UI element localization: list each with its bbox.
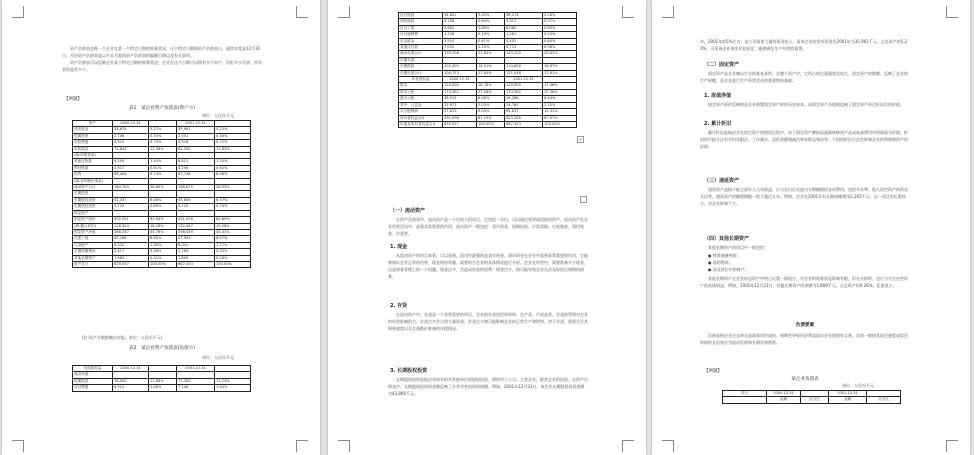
table-cell: 6,085 [505,25,543,31]
table-cell: 108,753 [443,70,477,76]
table-cell: 57,819 [443,109,477,115]
table-cell: 4,918 [177,140,215,146]
table-cell: 76,000 [113,378,149,384]
table-cell: 0.80% [149,204,177,210]
table-cell: 货币资金 [73,127,113,133]
table-cell: 402,551 [113,217,149,223]
table-cell: 1.08% [149,385,177,391]
table-cell: 0.62% [215,165,251,171]
table-cell: 盈余公积 [399,96,443,102]
table-cell: 100.00% [215,261,251,267]
table-cell: 4,256 [177,165,215,171]
crop-mark [946,6,958,18]
table-cell: (减:坏账准备) [73,153,113,159]
table-header-cell: 所有者权益 [399,77,443,83]
table-cell: 3,917 [505,19,543,25]
table-header-cell: 百分比 [867,397,901,403]
table-cell: 资产总计 [73,261,113,267]
table-cell: 0.64% [543,38,577,44]
table-cell: 9.04% [477,109,505,115]
table-cell: 1.04% [215,385,251,391]
table-cell: 0.26% [215,255,251,261]
section-heading: 3. 长期股权投资 [390,368,428,374]
table2-unit: 单位：人民币千元 [202,355,234,360]
table-cell: 0.75% [149,140,177,146]
crop-mark [946,440,958,452]
center-title: 负债要素 [795,323,815,328]
table-header-cell: 2001.12.31 [505,77,543,83]
table-cell: 17.00% [477,70,505,76]
table-cell: 8,325 [113,242,149,248]
table-cell: 长期债权投资 [73,204,113,210]
table-cell: 38,915 [443,96,477,102]
table-cell: 6.37% [215,197,251,203]
crop-mark [662,440,674,452]
table-cell: 20.82% [543,51,577,57]
table-cell: 0.74% [215,204,251,210]
crop-mark [296,440,308,452]
table-header-cell: 2001.12.31 [177,121,215,127]
table-cell: 1,281 [505,32,543,38]
table1-note: (注:资产方数据摘自年报，单位：人民币千元) [82,335,163,340]
table-cell: 0.89% [543,25,577,31]
table-cell: 2,106 [113,133,149,139]
crop-mark [12,6,24,18]
table-cell: 62.94% [149,217,177,223]
table-cell: 0.61% [477,38,505,44]
table-cell: 18.76% [477,83,505,89]
table-unit: 单位：人民币千元 [842,383,874,388]
table-cell: 77,300 [177,378,215,384]
table-cell: 639,557 [443,121,477,127]
table-cell: 股本 [399,83,443,89]
crop-mark [12,440,24,452]
example-tag: 【例题】 [704,369,722,374]
center-body: 负债是指企业过去的交易或事项形成的、预期会导致经济利益流出企业的现时义务，负债一般按其偿还速度或偿还时间的长短划分为流动负债和长期负债两类。 [700,333,908,345]
table-cell: (减:累计折旧) [73,223,113,229]
table-cell: 35,961 [177,127,215,133]
table-cell: 1.25% [215,159,251,165]
table-cell: 174,362 [443,89,477,95]
intro-paragraph: 资产负债表也称一个企业在某一个特定日期的财务状况，这个特定日期即资产负债表日，通常年度是12月31日，月份资产负债表是以月末为准的资产负债表的编制日期以及有关事项。 资产负债表可以反映企业某个特定日期的财务状况，企业在这个日期可以拥有多少资产、负担多少负债，所有者权益有多少。 [62,46,262,72]
continued-paragraph: 年，2001年的5%左右，某公司需要大量的资金投入，而该企业的货币资金在2001年为35,961千元，占总资产的5.23%，可见该企业现金比较充足，能够满足生产经营的需要。 [700,39,908,51]
table-cell: 120,000 [505,83,543,89]
table-header-row [723,397,901,403]
section-body: 在流动资产中，存货是一个非常重要的项目，企业的存货包括原材料、在产品、产成品等。存货的管理对企业的经营影响很大，存货过多会占用大量资金，存货过少则可能影响企业的正常生产和销售。对于存货，需要关注其周转速度以及存货跌价准备的计提情况。 [388,312,588,331]
table-header-cell [723,397,767,403]
table-cell: 流动负债合计 [399,51,443,57]
document-page-3 [652,0,970,455]
section-heading: （三）递延资产 [704,178,740,184]
table-cell: 14,762 [505,102,543,108]
table-cell: 0.72% [215,140,251,146]
balance-sheet-assets-table [72,120,251,268]
table-cell: 2,265 [177,249,215,255]
table-cell: 27.26% [477,89,505,95]
table-cell: 5.27% [149,127,177,133]
section-body: 在资产负债表中，流动资产是一个比较大的项目，它包括一年内，可以通过变现或消耗的资产。流动资产在企业经营活动中，起着非常重要的作用，流动资产一般包括：货币资金、短期投资、应收票据、应收账款、预付账款、存货等。 [388,217,588,236]
table-cell: 423,285 [505,115,543,121]
table-cell: 在建工程 [73,236,113,242]
table-cell: 12,972 [443,102,477,108]
table-cell: 长期待摊费用 [73,249,113,255]
table-cell: 0.33% [149,133,177,139]
table-cell: 固定资产原价 [73,217,113,223]
table-cell: 120,000 [443,83,477,89]
document-page-1 [2,0,320,455]
table-cell: 18.18% [149,223,177,229]
table-cell: 43.41% [215,229,251,235]
table-cell: 5,662 [443,25,477,31]
table-cell: 44,286 [505,96,543,102]
table-cell: 61.57% [543,115,577,121]
table-cell: 2,051 [177,133,215,139]
table-cell: 固定资产净值 [73,229,113,235]
table-cell: 短期投资 [73,133,113,139]
example-tag: 【例题】 [64,97,82,102]
table-cell: 5.28% [543,13,577,19]
table2-caption: 表2 某企业资产负债表(负债方) [128,346,196,351]
table-cell: 长期投资 [73,191,113,197]
balance-sheet-liabilities-continued-table [398,12,577,128]
table-cell: 8,611 [177,159,215,165]
table-cell: 3,917 [113,165,149,171]
table-cell: 2,417 [113,249,149,255]
table-cell: 431,026 [177,217,215,223]
section-body: 递延资产是指不能全部计入当年损益，应当在以后年度内分期摊销的各项费用，包括开办费、租入固定资产的改良支出等，递延资产的摊销期限一般不超过五年。例如，企业在2001年有长期待摊费用2,265千元，这一项目的比重较小，对企业影响不大。 [700,187,908,206]
table-cell: 应付福利费 [399,32,443,38]
table-cell: 25.36% [543,89,577,95]
liabilities-table [722,390,901,404]
table-cell: 0.61% [149,165,177,171]
table-cell: 长期负债 [399,57,443,63]
table-cell: 11.24% [215,378,251,384]
crop-mark [338,440,350,452]
table-cell: 应付工资 [399,25,443,31]
table-cell: 11.83% [215,146,251,152]
table-cell: 4,812 [113,140,149,146]
table-cell: 0.57% [543,19,577,25]
table-cell: 286,247 [113,229,149,235]
table-cell: 43,806 [177,197,215,203]
table-cell: 9,204 [113,159,149,165]
table-cell: 687,453 [505,121,543,127]
table-header-cell: 百分比 [801,397,829,403]
table-cell: 3,914 [443,38,477,44]
table-cell: 0.30% [215,133,251,139]
table-cell: 132,587 [177,223,215,229]
table-cell: (减:存货跌价准备) [73,178,113,184]
table-cell: 1.30% [149,242,177,248]
table-cell: 5.45% [477,13,505,19]
bullet-item: ● 冻结物资； [708,260,733,265]
table-cell: 8.98% [215,172,251,178]
table-caption: 某企业负债表 [791,377,819,382]
table1-caption: 表1 某企业资产负债表(资产方) [128,106,196,111]
table-cell: 2.15% [543,102,577,108]
table-row [73,385,251,391]
table-cell: 资本公积 [399,89,443,95]
section-heading: （四）其他长期资产 [704,236,750,242]
section-body: 固定资产原价反映的是企业购置固定资产时的历史成本，而固定资产净值则反映了固定资产经过折旧后的价值。 [708,102,904,107]
table-cell: 5,120 [177,204,215,210]
table-cell: 198,875 [177,185,215,191]
table-cell: 1.17% [215,242,251,248]
table-cell: 174,362 [505,89,543,95]
table-header-cell: 负债和权益 [73,366,113,372]
section-body: 其他长期资产在企业的总资产中所占比重一般较小，对企业的财务状况影响有限，但在分析时，也应当关注这些资产的具体情况，例如，2001年12月31日，其他长期资产的余额为1,809千元，占总资产的0.26%，比重很小。 [700,276,908,288]
table-cell: 12.31% [543,109,577,115]
crop-mark [296,6,308,18]
table-cell: 无形资产 [73,242,113,248]
table-cell: 1,228 [443,32,477,38]
table-cell: 0.38% [149,249,177,255]
table-row [73,261,251,267]
table-cell: 其他应付款 [399,45,443,51]
table-cell: 28.89% [149,185,177,191]
table-cell: 6.08% [477,96,505,102]
table-header-cell: 项目 [723,391,767,397]
table-cell: 长期借款 [399,64,443,70]
table-cell: 长期负债合计 [399,70,443,76]
table-cell: 固定资产 [73,210,113,216]
table-cell: 6.44% [543,96,577,102]
table-cell: 34,851 [443,13,477,19]
table-cell: 139,708 [443,51,477,57]
bullet-item: ● 涉及诉讼中的财产。 [708,267,749,272]
table-cell: 0.89% [477,25,505,31]
table-cell: 116,304 [113,223,149,229]
table-cell: 1.44% [149,159,177,165]
table-cell: 未分配利润 [399,109,443,115]
section-heading: 1. 原值净值 [704,93,732,99]
table-cell: 11.36% [149,146,177,152]
table-cell: 102,400 [443,64,477,70]
table-cell: 其他长期资产 [73,255,113,261]
section-body: 从流动资产的项目来看，可以看到，流动性最强的是货币资金，货币资金在企业中起到非常重要的作用，它能够保证企业正常的经营。现金的持有量，需要结合企业的具体情况进行分析。企业在经营中，需要准备多少现金，这是财务管理上的一个问题。现金过多，会造成资金的浪费；现金过少，则可能导致企业无法及时偿还到期的债务。 [388,253,588,279]
bullet-list [708,252,908,273]
section-body: 固定资产是企业赖以生存的基本条件，在整个资产中，它所占的比重通常比较大，固定资产的数额，反映了企业的生产规模，是企业进行生产经营活动的重要物质基础。 [700,71,908,83]
section-heading: 2. 累计折旧 [704,121,732,127]
crop-mark [622,6,634,18]
table-cell: 17.46% [543,83,577,89]
table-cell: 47,903 [177,236,215,242]
table-cell: 41,337 [113,197,149,203]
table-cell: 639,557 [113,261,149,267]
table-cell: 8,041 [177,242,215,248]
table-move-handle[interactable]: + [578,137,583,142]
table-cell: 7,035 [443,45,477,51]
table-cell: 应交税金 [399,38,443,44]
balance-sheet-liabilities-table [72,365,251,392]
table-cell: 2.03% [477,102,505,108]
table1-unit: 单位：人民币千元 [202,113,234,118]
table-cell: 存货 [73,172,113,178]
table-cell: 流动资产合计 [73,185,113,191]
table-cell: 33,675 [113,127,149,133]
table-cell: 81,340 [177,146,215,152]
section-body: 累计折旧是指企业在固定资产的使用过程中，由于固定资产磨损而逐渐转移到产品成本或费用中的那部分价值，折旧的计提方法有平均年限法、工作量法、双倍余额递减法和年数总和法等，不同的折旧方法会影响企业的利润和资产的价值。 [700,130,908,149]
table-header-cell: 2001.12.31 [829,391,867,397]
table-cell: 6.60% [149,236,177,242]
table-cell: 0.31% [149,255,177,261]
table-cell: 应收票据 [73,140,113,146]
table-cell: 短期借款 [73,378,113,384]
table-cell: 21.84% [477,51,505,57]
table-cell: 其中：公益金 [399,102,443,108]
table-header-cell: 资产 [73,121,113,127]
table-cell: 42,186 [113,236,149,242]
table-cell: 298,439 [177,229,215,235]
table-cell: 长期股权投资 [73,197,113,203]
section-heading: （一）流动资产 [390,208,426,214]
table-cell: 4,402 [505,38,543,44]
table-header-cell: 金额 [829,397,867,403]
table-cell: 预付账款 [73,165,113,171]
section-body: 其他长期资产的项目中一般包括： [708,245,768,250]
table-header-cell: 金额 [767,397,801,403]
table-cell: 其他应收款 [73,159,113,165]
table-cell: 58,406 [113,172,149,178]
table-cell: 687,453 [177,261,215,267]
table-cell: 11.88% [149,378,177,384]
table-cell: 1,809 [177,255,215,261]
table-cell: 流动负债 [73,372,113,378]
table-header-cell: 2000.12.31 [113,121,149,127]
table-cell: 61.15% [477,115,505,121]
table-cell: 应收账款 [73,146,113,152]
table-cell: 100.00% [149,261,177,267]
table-cell: 391,096 [443,115,477,121]
table-cell: 16.01% [477,64,505,70]
table-cell: 6,912 [113,385,149,391]
table-cell: 28.93% [215,185,251,191]
table-cell: 114,600 [505,64,543,70]
table-cell: 6,713 [505,45,543,51]
table-cell: 0.64% [477,19,505,25]
table-cell: 72,643 [113,146,149,152]
table-cell: 应付票据 [73,385,113,391]
table-cell: 4,106 [443,19,477,25]
section-heading: 2. 存货 [390,303,408,309]
table-cell: 5,120 [113,204,149,210]
table-cell: 0.19% [543,32,577,38]
table-cell: 应付账款 [399,13,443,19]
table-cell: 100.00% [477,121,505,127]
table-cell: 6.97% [215,236,251,242]
table-cell: 121,048 [505,70,543,76]
section-heading: 1. 现金 [390,244,408,250]
table-cell: 负债及所有者权益合计 [399,121,443,127]
table-cell: 62.69% [215,217,251,223]
table-cell: 0.98% [543,45,577,51]
table-resize-handle[interactable] [580,196,587,203]
table-cell: 44.76% [149,229,177,235]
table-cell: 19.28% [215,223,251,229]
table-cell: 1,962 [113,255,149,261]
table-cell: 9.13% [149,172,177,178]
table-header-cell: 2000.12.31 [767,391,801,397]
bullet-item: ● 特准储备物资； [708,253,741,258]
table-cell: 16.67% [543,64,577,70]
table-header-cell: 2000.12.31 [443,77,477,83]
section-heading: （二）固定资产 [704,62,740,68]
table-row [399,121,577,127]
crop-mark [622,440,634,452]
crop-mark [662,6,674,18]
table-cell: 1.10% [477,45,505,51]
table-cell: 预收账款 [399,19,443,25]
table-cell: 36,274 [505,13,543,19]
table-cell: 0.19% [477,32,505,38]
table-cell: 0.33% [215,249,251,255]
table-cell: 143,120 [505,51,543,57]
table-cell: 5.23% [215,127,251,133]
table-cell: 84,637 [505,109,543,115]
table-cell: 61,738 [177,172,215,178]
table-cell: 7,148 [177,385,215,391]
section-body: 长期股权投资是指企业持有的对其他单位的股权投资，例如对子公司、合营企业、联营企业的投资，在资产负债表中，长期股权投资的金额反映了企业对外投资的规模，例如，2001年12月31日，该企业长期股权投资余额为43,806千元。 [388,377,588,396]
table-header-cell: 2000.12.31 [113,366,149,372]
table-cell: 6.46% [149,197,177,203]
table-cell: 184,763 [113,185,149,191]
table-cell: 100.00% [543,121,577,127]
document-page-2 [328,0,646,455]
table-cell: 17.61% [543,70,577,76]
table-header-cell: 2001.12.31 [177,366,215,372]
crop-mark [338,6,350,18]
table-cell: 所有者权益合计 [399,115,443,121]
